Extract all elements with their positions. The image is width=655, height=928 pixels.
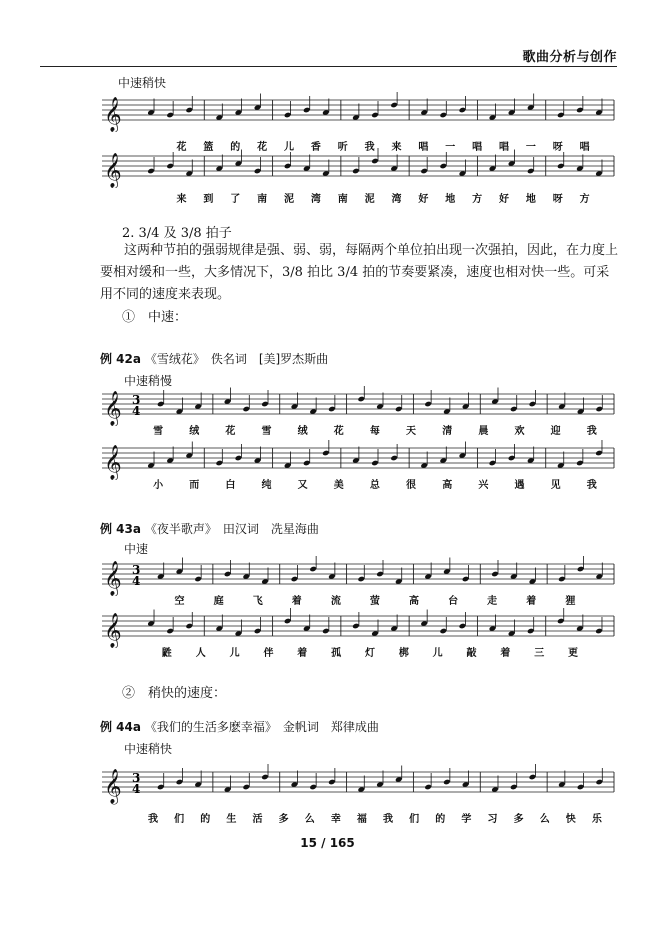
lyric-syllable: 又 (297, 480, 308, 491)
lyric-syllable: 迎 (550, 426, 561, 437)
example-43-title (100, 520, 319, 537)
example-43-lyrics-1 (160, 592, 590, 607)
lyric-syllable: 学 (461, 814, 472, 825)
lyric-syllable: 快 (565, 814, 576, 825)
treble-clef-icon: 𝄞 (104, 445, 122, 480)
example-44-label: 例 44a (100, 720, 141, 734)
example-42-title (100, 350, 328, 367)
lyric-syllable: 走 (487, 596, 498, 607)
lyric-syllable: 美 (333, 480, 344, 491)
lyric-syllable: 到 (203, 194, 214, 205)
treble-clef-icon: 𝄞 (104, 97, 122, 132)
example-43-lyrics-2 (150, 644, 590, 659)
lyric-syllable: 儿 (229, 648, 240, 659)
lyric-syllable: 我 (586, 480, 597, 491)
lyric-syllable: 呀 (552, 142, 563, 153)
time-signature-bottom: 4 (132, 574, 141, 588)
example-43-staff-2 (100, 608, 620, 648)
lyric-syllable: 南 (257, 194, 268, 205)
section-heading: 2. 3/4 及 3/8 拍子 (122, 226, 232, 241)
lyric-syllable: 花 (333, 426, 344, 437)
lyric-syllable: 乐 (591, 814, 602, 825)
example-a-tempo: 中速稍快 (118, 76, 167, 90)
lyric-syllable: 灯 (364, 648, 375, 659)
lyric-syllable: 很 (406, 480, 417, 491)
lyric-syllable: 而 (189, 480, 200, 491)
lyric-syllable: 天 (406, 426, 417, 437)
example-43-tempo: 中速 (124, 542, 149, 556)
lyric-syllable: 湾 (310, 194, 321, 205)
lyric-syllable: 着 (297, 648, 308, 659)
lyric-syllable: 绒 (297, 426, 308, 437)
lyric-syllable: 多 (278, 814, 289, 825)
lyric-syllable: 梆 (398, 648, 409, 659)
example-44-title (100, 718, 379, 735)
subsection-1-heading: ① 中速： (122, 310, 188, 325)
lyric-syllable: 听 (337, 142, 348, 153)
lyric-syllable: 唱 (472, 142, 483, 153)
treble-clef-icon: 𝄞 (104, 561, 122, 596)
time-signature-top: 3 (132, 563, 141, 577)
lyric-syllable: 们 (409, 814, 420, 825)
lyric-syllable: 好 (418, 194, 429, 205)
lyric-syllable: 雪 (153, 426, 164, 437)
lyric-syllable: 高 (442, 480, 453, 491)
lyric-syllable: 的 (435, 814, 446, 825)
lyric-syllable: 雪 (261, 426, 272, 437)
lyric-syllable: 了 (230, 194, 241, 205)
lyric-syllable: 飞 (252, 596, 263, 607)
lyric-syllable: 孤 (331, 648, 342, 659)
lyric-syllable: 着 (291, 596, 302, 607)
subsection-2-heading: ② 稍快的速度： (122, 686, 227, 701)
lyric-syllable: 我 (586, 426, 597, 437)
lyric-syllable: 来 (391, 142, 402, 153)
lyric-syllable: 来 (176, 194, 187, 205)
time-signature-bottom: 4 (132, 404, 141, 418)
example-44-lyrics-1 (140, 810, 610, 825)
lyric-syllable: 么 (539, 814, 550, 825)
lyric-syllable: 伴 (263, 648, 274, 659)
lyric-syllable: 着 (526, 596, 537, 607)
lyric-syllable: 欢 (514, 426, 525, 437)
example-42-lyrics-1 (140, 422, 610, 437)
time-signature-bottom: 4 (132, 782, 141, 796)
lyric-syllable: 台 (448, 596, 459, 607)
lyric-syllable: 更 (568, 648, 579, 659)
lyric-syllable: 庭 (213, 596, 224, 607)
treble-clef-icon: 𝄞 (104, 613, 122, 648)
treble-clef-icon: 𝄞 (104, 391, 122, 426)
lyric-syllable: 篮 (203, 142, 214, 153)
lyric-syllable: 们 (174, 814, 185, 825)
lyric-syllable: 幸 (330, 814, 341, 825)
lyric-syllable: 白 (225, 480, 236, 491)
example-42-staff-1 (100, 386, 620, 426)
lyric-syllable: 习 (487, 814, 498, 825)
lyric-syllable: 小 (153, 480, 164, 491)
lyric-syllable: 花 (225, 426, 236, 437)
header-title: 歌曲分析与创作 (522, 50, 617, 65)
lyric-syllable: 呀 (552, 194, 563, 205)
lyric-syllable: 唱 (579, 142, 590, 153)
lyric-syllable: 着 (500, 648, 511, 659)
lyric-syllable: 么 (304, 814, 315, 825)
treble-clef-icon: 𝄞 (104, 153, 122, 188)
lyric-syllable: 三 (534, 648, 545, 659)
example-a-staff-1 (100, 92, 620, 132)
lyric-syllable: 南 (337, 194, 348, 205)
section-paragraph: 这两种节拍的强弱规律是强、弱、弱，每隔两个单位拍出现一次强拍，因此，在力度上要相对缓和一些，大多情况下，3/8 拍比 3/4 拍的节奏要紧凑，速度也相对快一些。可采用不同的速度来表现。 (100, 243, 619, 302)
lyric-syllable: 花 (176, 142, 187, 153)
lyric-syllable: 好 (498, 194, 509, 205)
lyric-syllable: 方 (472, 194, 483, 205)
lyric-syllable: 见 (550, 480, 561, 491)
lyric-syllable: 鼪 (161, 648, 172, 659)
time-signature-top: 3 (132, 393, 141, 407)
page-number: 15 / 165 (300, 836, 355, 850)
lyric-syllable: 方 (579, 194, 590, 205)
lyric-syllable: 狸 (565, 596, 576, 607)
header-rule (40, 66, 617, 67)
lyric-syllable: 地 (445, 194, 456, 205)
lyric-syllable: 晨 (478, 426, 489, 437)
lyric-syllable: 生 (226, 814, 237, 825)
lyric-syllable: 高 (409, 596, 419, 607)
lyric-syllable: 香 (310, 142, 321, 153)
example-43-staff-1 (100, 556, 620, 596)
lyric-syllable: 唱 (418, 142, 429, 153)
lyric-syllable: 每 (369, 426, 380, 437)
lyric-syllable: 泥 (283, 194, 294, 205)
lyric-syllable: 人 (195, 648, 206, 659)
lyric-syllable: 空 (174, 596, 185, 607)
lyric-syllable: 我 (364, 142, 375, 153)
lyric-syllable: 唱 (498, 142, 509, 153)
time-signature-top: 3 (132, 771, 141, 785)
example-42-staff-2 (100, 440, 620, 480)
example-a-staff-2 (100, 148, 620, 188)
example-a-lyrics-2 (168, 190, 598, 205)
lyric-syllable: 地 (525, 194, 536, 205)
example-43-label: 例 43a (100, 522, 141, 536)
example-42-lyrics-2 (140, 476, 610, 491)
lyric-syllable: 遇 (514, 480, 525, 491)
lyric-syllable: 一 (445, 142, 456, 153)
lyric-syllable: 总 (369, 480, 380, 491)
treble-clef-icon: 𝄞 (104, 769, 122, 804)
lyric-syllable: 萤 (369, 596, 380, 607)
lyric-syllable: 花 (257, 142, 268, 153)
lyric-syllable: 纯 (261, 480, 272, 491)
lyric-syllable: 儿 (283, 142, 294, 153)
example-42-song-title: 《雪绒花》 佚名词 [美]罗杰斯曲 (144, 352, 329, 366)
lyric-syllable: 多 (513, 814, 524, 825)
lyric-syllable: 敲 (466, 648, 477, 659)
example-44-staff-1 (100, 764, 620, 808)
example-42-label: 例 42a (100, 352, 141, 366)
lyric-syllable: 一 (525, 142, 536, 153)
example-44-tempo: 中速稍快 (124, 742, 173, 756)
lyric-syllable: 流 (330, 596, 341, 607)
example-42-tempo: 中速稍慢 (124, 374, 173, 388)
lyric-syllable: 我 (383, 814, 394, 825)
lyric-syllable: 的 (230, 142, 241, 153)
example-43-song-title: 《夜半歌声》 田汉词 冼星海曲 (144, 522, 319, 536)
lyric-syllable: 儿 (432, 648, 443, 659)
lyric-syllable: 绒 (189, 426, 200, 437)
lyric-syllable: 我 (148, 814, 159, 825)
lyric-syllable: 活 (252, 814, 263, 825)
lyric-syllable: 清 (442, 426, 453, 437)
lyric-syllable: 兴 (478, 480, 489, 491)
lyric-syllable: 的 (200, 814, 211, 825)
example-44-song-title: 《我们的生活多麽幸福》 金帆词 郑律成曲 (144, 720, 379, 734)
lyric-syllable: 泥 (364, 194, 375, 205)
lyric-syllable: 福 (356, 814, 367, 825)
lyric-syllable: 湾 (391, 194, 402, 205)
